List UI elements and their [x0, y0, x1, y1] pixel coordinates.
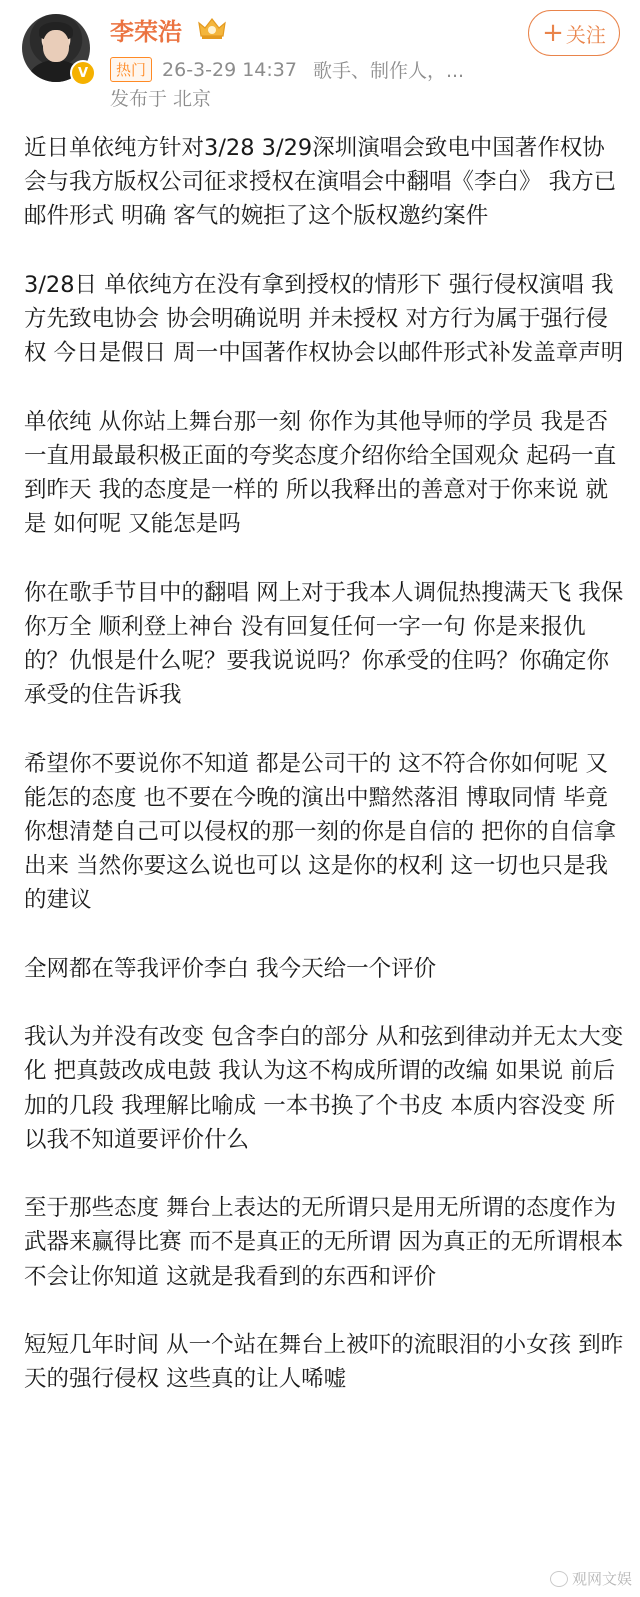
watermark [550, 1568, 632, 1589]
post-time: 26-3-29 14:37 [162, 58, 297, 81]
weibo-logo-icon [550, 1571, 568, 1587]
follow-button-label: 关注 [565, 22, 606, 47]
author-name[interactable]: 李荣浩 [110, 18, 182, 46]
watermark-text: 观网文娱 [571, 1570, 632, 1588]
location-prefix: 发布于 [110, 88, 168, 110]
vip-crown-icon [196, 14, 228, 42]
post-meta [110, 56, 464, 83]
hot-tag[interactable]: 热门 [110, 57, 152, 82]
verified-badge-icon: V [70, 60, 96, 86]
paragraph-1: 近日单依纯方针对3/28 3/29深圳演唱会致电中国著作权协会与我方版权公司征求授权在演唱会中翻唱《李白》 我方已邮件形式 明确 客气的婉拒了这个版权邀约案件 [24, 135, 617, 230]
paragraph-2: 3/28日 单依纯方在没有拿到授权的情形下 强行侵权演唱 我方先致电协会 协会明确说明 并未授权 对方行为属于强行侵权 今日是假日 周一中国著作权协会以邮件形式补发盖章声明 [24, 271, 624, 367]
follow-button[interactable] [528, 10, 620, 56]
post-location [110, 84, 211, 111]
paragraph-7: 我认为并没有改变 包含李白的部分 从和弦到律动并无太大变化 把真鼓改成电鼓 我认为这不构成所谓的改编 如果说 前后加的几段 我理解比喻成 一本书换了个书皮 本质内容没变 所以我不知道要评价什么 [24, 1024, 624, 1153]
location-name: 北京 [173, 88, 212, 110]
paragraph-8: 至于那些态度 舞台上表达的无所谓只是用无所谓的态度作为武器来赢得比赛 而不是真正的无所谓 因为真正的无所谓根本不会让你知道 这就是我看到的东西和评价 [24, 1195, 624, 1290]
paragraph-6: 全网都在等我评价李白 我今天给一个评价 [24, 955, 437, 982]
author-description: 歌手、制作人，... [312, 60, 465, 82]
paragraph-3: 单依纯 从你站上舞台那一刻 你作为其他导师的学员 我是否一直用最最积极正面的夸奖态度介绍你给全国观众 起码一直到昨天 我的态度是一样的 所以我释出的善意对于你来说 就是 如何呢 又能怎是吗 [24, 408, 617, 538]
paragraph-4: 你在歌手节目中的翻唱 网上对于我本人调侃热搜满天飞 我保你万全 顺利登上神台 没有回复任何一字一句 你是来报仇的？仇恨是什么呢？要我说说吗？你承受的住吗？你确定你承受的住告诉我 [24, 579, 624, 709]
avatar-face [43, 30, 69, 62]
plus-icon: + [542, 18, 564, 48]
paragraph-9: 短短几年时间 从一个站在舞台上被吓的流眼泪的小女孩 到昨天的强行侵权 这些真的让人唏嘘 [24, 1331, 624, 1393]
paragraph-5: 希望你不要说你不知道 都是公司干的 这不符合你如何呢 又能怎的态度 也不要在今晚的演出中黯然落泪 博取同情 毕竟你想清楚自己可以侵权的那一刻的你是自信的 把你的自信拿出来 当然你要这么说也可以 这是你的权利 这一切也只是我的建议 [24, 750, 617, 914]
post-header [0, 0, 640, 112]
post-content [0, 112, 640, 1396]
